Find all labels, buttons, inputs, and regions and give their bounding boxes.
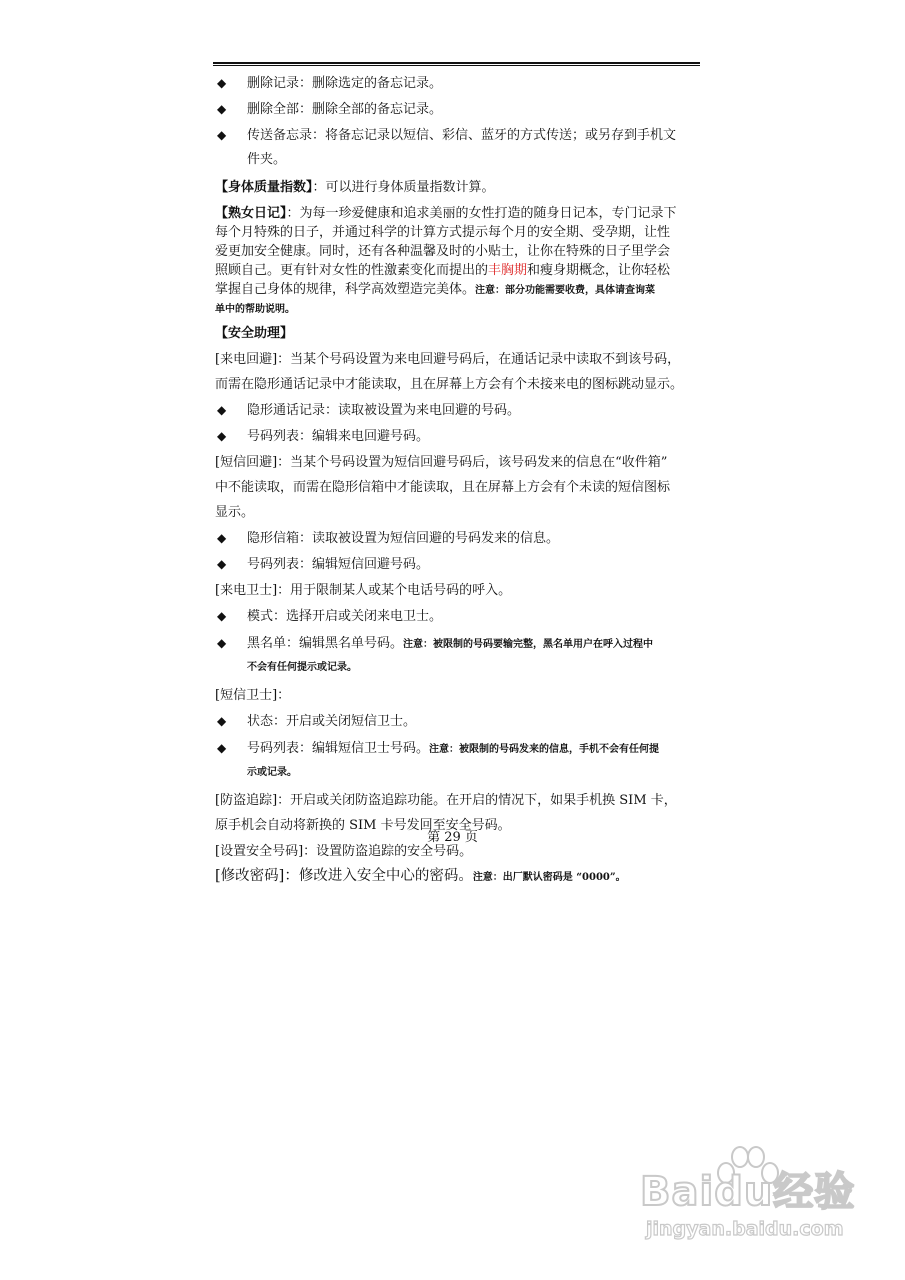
baidu-watermark — [640, 1160, 880, 1270]
page-number: 第 29 页 — [427, 830, 478, 845]
security-title: 【安全助理】 — [215, 326, 294, 341]
bullet-sms-number-list: ◆ 号码列表：编辑短信回避号码。 — [215, 553, 700, 576]
diary-line-1: 【熟女日记】：为每一珍爱健康和追求美丽的女性打造的随身日记本，专门记录下 — [215, 206, 677, 221]
bullet-call-number-list: ◆ 号码列表：编辑来电回避号码。 — [215, 425, 700, 448]
bullet-diamond-icon: ◆ — [217, 403, 227, 417]
bullet-sms-guard-status: ◆ 状态：开启或关闭短信卫士。 — [215, 710, 700, 733]
diary-line-3: 爱更加安全健康。同时，还有各种温馨及时的小贴士，让你在特殊的日子里学会 — [215, 244, 671, 259]
bullet-diamond-icon: ◆ — [217, 531, 227, 545]
bullet-diamond-icon: ◆ — [217, 128, 227, 142]
diary-note-cont: 单中的帮助说明。 — [215, 304, 295, 315]
sms-guard-line-1: [短信卫士]： — [215, 688, 291, 703]
bullet-hidden-calls: ◆ 隐形通话记录：读取被设置为来电回避的号码。 — [215, 399, 700, 422]
bullet-diamond-icon: ◆ — [217, 609, 227, 623]
change-password-line: [修改密码]：修改进入安全中心的密码。注意：出厂默认密码是 “0000”。 — [215, 868, 626, 884]
diary-line-4: 照顾自己。更有针对女性的性激素变化而提出的丰胸期和瘦身期概念，让你轻松 — [215, 263, 671, 278]
bullet-sms-guard-list: ◆ 号码列表：编辑短信卫士号码。注意：被限制的号码发来的信息，手机不会有任何提 — [215, 737, 700, 761]
sms-avoid-line-1: [短信回避]：当某个号码设置为短信回避号码后，该号码发来的信息在“收件箱” — [215, 455, 668, 470]
highlight-term: 丰胸期 — [488, 263, 528, 278]
bullet-guard-mode: ◆ 模式：选择开启或关闭来电卫士。 — [215, 605, 700, 628]
bullet-send-memo-cont: 件夹。 — [247, 152, 287, 167]
diary-line-5: 掌握自己身体的规律，科学高效塑造完美体。注意：部分功能需要收费，具体请查询菜 — [215, 282, 656, 297]
bullet-diamond-icon: ◆ — [217, 102, 227, 116]
bmi-title: 【身体质量指数】 — [215, 180, 313, 195]
call-guard-line-1: [来电卫士]：用于限制某人或某个电话号码的呼入。 — [215, 583, 512, 598]
watermark-url: jingyan.baidu.com — [646, 1218, 844, 1240]
call-avoid-line-1: [来电回避]：当某个号码设置为来电回避号码后，在通话记录中读取不到该号码， — [215, 352, 681, 367]
anti-theft-line-2: 原手机会自动将新换的 SIM 卡号发回至安全号码。 — [215, 818, 511, 833]
bullet-send-memo: ◆ 传送备忘录：将备忘记录以短信、彩信、蓝牙的方式传送；或另存到手机文 — [215, 124, 700, 147]
bullet-diamond-icon: ◆ — [217, 714, 227, 728]
bullet-delete-record: ◆ 删除记录：删除选定的备忘记录。 — [215, 72, 700, 95]
bullet-diamond-icon: ◆ — [217, 741, 227, 755]
bullet-diamond-icon: ◆ — [217, 636, 227, 650]
call-avoid-line-2: 而需在隐形通话记录中才能读取，且在屏幕上方会有个未接来电的图标跳动显示。 — [215, 377, 684, 392]
sms-guard-note-cont: 示或记录。 — [247, 767, 297, 778]
bullet-hidden-inbox: ◆ 隐形信箱：读取被设置为短信回避的号码发来的信息。 — [215, 527, 700, 550]
sms-avoid-line-3: 显示。 — [215, 505, 255, 520]
diary-line-2: 每个月特殊的日子，并通过科学的计算方式提示每个月的安全期、受孕期，让性 — [215, 225, 671, 240]
diary-note: 注意：部分功能需要收费，具体请查询菜 — [475, 285, 656, 296]
bullet-diamond-icon: ◆ — [217, 76, 227, 90]
password-note: 注意：出厂默认密码是 “0000”。 — [472, 872, 626, 883]
bullet-diamond-icon: ◆ — [217, 557, 227, 571]
bmi-paragraph: 【身体质量指数】：可以进行身体质量指数计算。 — [215, 180, 495, 195]
bullet-diamond-icon: ◆ — [217, 429, 227, 443]
blacklist-note-cont: 不会有任何提示或记录。 — [247, 662, 357, 673]
anti-theft-line-1: [防盗追踪]：开启或关闭防盗追踪功能。在开启的情况下，如果手机换 SIM 卡， — [215, 793, 677, 808]
watermark-brand: Baidu经验 — [640, 1169, 856, 1215]
diary-title: 【熟女日记】 — [215, 206, 287, 221]
blacklist-note: 注意：被限制的号码要输完整，黑名单用户在呼入过程中 — [403, 639, 654, 650]
bullet-blacklist: ◆ 黑名单：编辑黑名单号码。注意：被限制的号码要输完整，黑名单用户在呼入过程中 — [215, 632, 700, 656]
set-safe-number-line: [设置安全号码]：设置防盗追踪的安全号码。 — [215, 844, 473, 859]
bullet-delete-all: ◆ 删除全部：删除全部的备忘记录。 — [215, 98, 700, 121]
sms-avoid-line-2: 中不能读取，而需在隐形信箱中才能读取，且在屏幕上方会有个未读的短信图标 — [215, 480, 671, 495]
sms-guard-note: 注意：被限制的号码发来的信息，手机不会有任何提 — [429, 744, 660, 755]
header-rule — [213, 62, 700, 66]
